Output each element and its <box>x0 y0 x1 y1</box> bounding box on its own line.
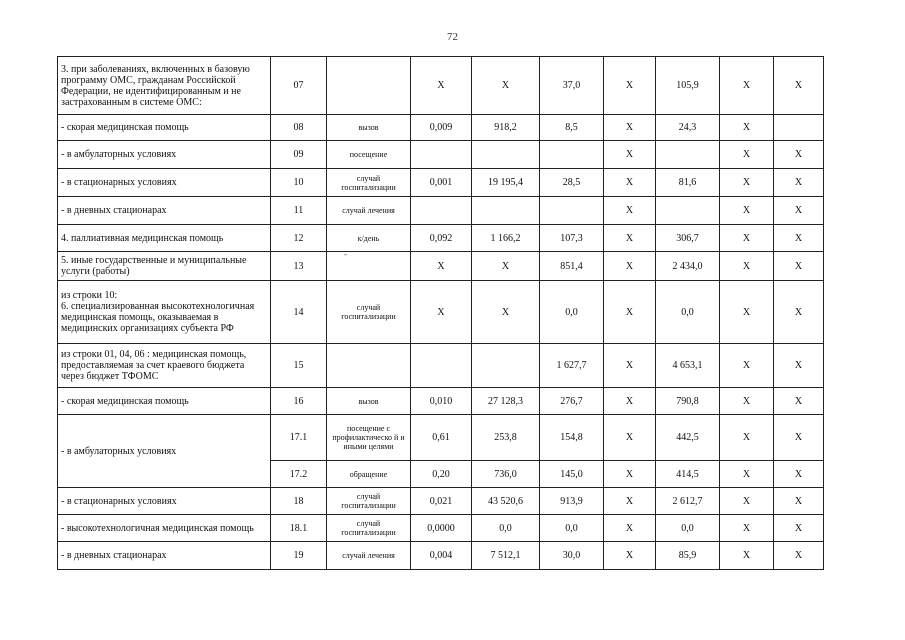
row-code: 18.1 <box>271 515 327 542</box>
row-code: 18 <box>271 488 327 515</box>
cell-value <box>774 115 824 141</box>
financing-table <box>57 56 824 570</box>
row-code: 16 <box>271 388 327 415</box>
row-code: 19 <box>271 542 327 570</box>
cell-value: X <box>720 197 774 225</box>
cell-value: X <box>774 415 824 461</box>
row-unit <box>327 344 411 388</box>
cell-value: 0,61 <box>411 415 472 461</box>
cell-value: 37,0 <box>540 57 604 115</box>
cell-value: 7 512,1 <box>472 542 540 570</box>
row-code: 14 <box>271 281 327 344</box>
row-unit: к/день <box>327 225 411 252</box>
cell-value: 0,0 <box>540 515 604 542</box>
cell-value <box>411 197 472 225</box>
row-code: 13 <box>271 252 327 281</box>
cell-value: 1 627,7 <box>540 344 604 388</box>
row-name: - в дневных стационарах <box>58 542 271 570</box>
cell-value: 27 128,3 <box>472 388 540 415</box>
cell-value: X <box>774 461 824 488</box>
row-name: 5. иные государственные и муниципальные услуги (работы) <box>58 252 271 281</box>
cell-value <box>472 197 540 225</box>
cell-value: 28,5 <box>540 169 604 197</box>
cell-value: 0,092 <box>411 225 472 252</box>
cell-value: X <box>774 542 824 570</box>
dash-mark: - <box>344 249 347 259</box>
row-unit: случай лечения <box>327 197 411 225</box>
cell-value: 0,001 <box>411 169 472 197</box>
cell-value: X <box>604 169 656 197</box>
cell-value: 851,4 <box>540 252 604 281</box>
table-row <box>58 197 824 225</box>
table-row <box>58 115 824 141</box>
cell-value: X <box>774 169 824 197</box>
cell-value: 2 434,0 <box>656 252 720 281</box>
row-name: - в стационарных условиях <box>58 169 271 197</box>
row-name: - скорая медицинская помощь <box>58 388 271 415</box>
cell-value: 0,0 <box>472 515 540 542</box>
cell-value <box>656 141 720 169</box>
cell-value: X <box>774 388 824 415</box>
cell-value: X <box>720 388 774 415</box>
cell-value: X <box>774 344 824 388</box>
cell-value: 19 195,4 <box>472 169 540 197</box>
row-name: - высокотехнологичная медицинская помощь <box>58 515 271 542</box>
row-unit: вызов <box>327 388 411 415</box>
row-name: - в стационарных условиях <box>58 488 271 515</box>
cell-value: X <box>720 225 774 252</box>
cell-value: 0,0 <box>656 515 720 542</box>
cell-value: 442,5 <box>656 415 720 461</box>
cell-value: X <box>472 252 540 281</box>
cell-value: 85,9 <box>656 542 720 570</box>
cell-value <box>411 344 472 388</box>
cell-value: 913,9 <box>540 488 604 515</box>
cell-value: X <box>604 252 656 281</box>
cell-value: X <box>411 57 472 115</box>
table-row <box>58 488 824 515</box>
cell-value: X <box>720 415 774 461</box>
row-name: из строки 10: 6. специализированная высокотехнологичная медицинская помощь, оказываемая в медицинских организациях субъекта РФ <box>58 281 271 344</box>
cell-value: X <box>774 252 824 281</box>
cell-value: X <box>604 542 656 570</box>
row-code: 09 <box>271 141 327 169</box>
cell-value: 2 612,7 <box>656 488 720 515</box>
cell-value: 790,8 <box>656 388 720 415</box>
cell-value: 145,0 <box>540 461 604 488</box>
row-code: 17.2 <box>271 461 327 488</box>
cell-value: X <box>604 461 656 488</box>
row-name: - в амбулаторных условиях <box>58 141 271 169</box>
row-unit: обращение <box>327 461 411 488</box>
cell-value: X <box>720 515 774 542</box>
cell-value: 918,2 <box>472 115 540 141</box>
cell-value: 253,8 <box>472 415 540 461</box>
row-unit: случай лечения <box>327 542 411 570</box>
row-name: - скорая медицинская помощь <box>58 115 271 141</box>
row-code: 07 <box>271 57 327 115</box>
cell-value: X <box>774 141 824 169</box>
cell-value: X <box>604 515 656 542</box>
table-row <box>58 388 824 415</box>
row-unit: вызов <box>327 115 411 141</box>
cell-value <box>540 141 604 169</box>
cell-value: 107,3 <box>540 225 604 252</box>
row-code: 11 <box>271 197 327 225</box>
cell-value: X <box>411 281 472 344</box>
cell-value: X <box>720 115 774 141</box>
row-code: 15 <box>271 344 327 388</box>
cell-value: X <box>472 281 540 344</box>
row-name: из строки 01, 04, 06 : медицинская помощь, предоставляемая за счет краевого бюджета через бюджет ТФОМС <box>58 344 271 388</box>
row-code: 10 <box>271 169 327 197</box>
cell-value: X <box>604 225 656 252</box>
cell-value: 414,5 <box>656 461 720 488</box>
cell-value: 30,0 <box>540 542 604 570</box>
cell-value: 81,6 <box>656 169 720 197</box>
cell-value: 0,0 <box>656 281 720 344</box>
cell-value: X <box>604 344 656 388</box>
cell-value: X <box>720 344 774 388</box>
cell-value: 43 520,6 <box>472 488 540 515</box>
table-row <box>58 281 824 344</box>
page-number: 72 <box>447 31 458 43</box>
cell-value <box>472 344 540 388</box>
table-row <box>58 169 824 197</box>
cell-value: X <box>604 197 656 225</box>
cell-value: 0,0 <box>540 281 604 344</box>
cell-value: X <box>720 169 774 197</box>
cell-value: X <box>604 57 656 115</box>
cell-value: 736,0 <box>472 461 540 488</box>
row-name: - в амбулаторных условиях <box>58 415 271 488</box>
row-name: 3. при заболеваниях, включенных в базовую программу ОМС, гражданам Российской Федерации, не идентифицированным и не застрахованным в системе ОМС: <box>58 57 271 115</box>
cell-value: X <box>472 57 540 115</box>
cell-value: 0,009 <box>411 115 472 141</box>
cell-value <box>472 141 540 169</box>
cell-value: 0,004 <box>411 542 472 570</box>
cell-value: 154,8 <box>540 415 604 461</box>
row-name: 4. паллиативная медицинская помощь <box>58 225 271 252</box>
cell-value: X <box>604 141 656 169</box>
table-row <box>58 225 824 252</box>
row-code: 12 <box>271 225 327 252</box>
cell-value: 1 166,2 <box>472 225 540 252</box>
cell-value: X <box>720 542 774 570</box>
cell-value: X <box>774 515 824 542</box>
row-unit: случай госпитализации <box>327 515 411 542</box>
cell-value: 306,7 <box>656 225 720 252</box>
cell-value: X <box>604 115 656 141</box>
cell-value: X <box>720 141 774 169</box>
table-row <box>58 141 824 169</box>
cell-value: 4 653,1 <box>656 344 720 388</box>
cell-value: 0,010 <box>411 388 472 415</box>
row-unit: посещение с профилактическо й и иными целями <box>327 415 411 461</box>
cell-value: X <box>774 281 824 344</box>
cell-value: X <box>411 252 472 281</box>
cell-value: X <box>720 252 774 281</box>
cell-value: 105,9 <box>656 57 720 115</box>
cell-value: X <box>604 281 656 344</box>
cell-value: 24,3 <box>656 115 720 141</box>
cell-value: X <box>774 488 824 515</box>
cell-value: X <box>774 57 824 115</box>
row-unit: случай госпитализации <box>327 169 411 197</box>
cell-value: X <box>720 57 774 115</box>
cell-value: X <box>720 488 774 515</box>
row-code: 17.1 <box>271 415 327 461</box>
cell-value: 8,5 <box>540 115 604 141</box>
cell-value: 0,021 <box>411 488 472 515</box>
row-unit: случай госпитализации <box>327 281 411 344</box>
cell-value: X <box>720 461 774 488</box>
table-row <box>58 57 824 115</box>
cell-value: X <box>604 488 656 515</box>
cell-value: X <box>774 225 824 252</box>
row-code: 08 <box>271 115 327 141</box>
cell-value <box>540 197 604 225</box>
row-unit <box>327 57 411 115</box>
cell-value: 0,0000 <box>411 515 472 542</box>
cell-value <box>411 141 472 169</box>
row-name: - в дневных стационарах <box>58 197 271 225</box>
cell-value: X <box>720 281 774 344</box>
table-row <box>58 515 824 542</box>
table-row <box>58 252 824 281</box>
cell-value: X <box>774 197 824 225</box>
cell-value: 0,20 <box>411 461 472 488</box>
table-row <box>58 542 824 570</box>
row-unit: посещение <box>327 141 411 169</box>
cell-value: X <box>604 388 656 415</box>
table-row <box>58 415 824 461</box>
row-unit: случай госпитализации <box>327 488 411 515</box>
cell-value <box>656 197 720 225</box>
row-unit <box>327 252 411 281</box>
cell-value: 276,7 <box>540 388 604 415</box>
table-row <box>58 344 824 388</box>
cell-value: X <box>604 415 656 461</box>
